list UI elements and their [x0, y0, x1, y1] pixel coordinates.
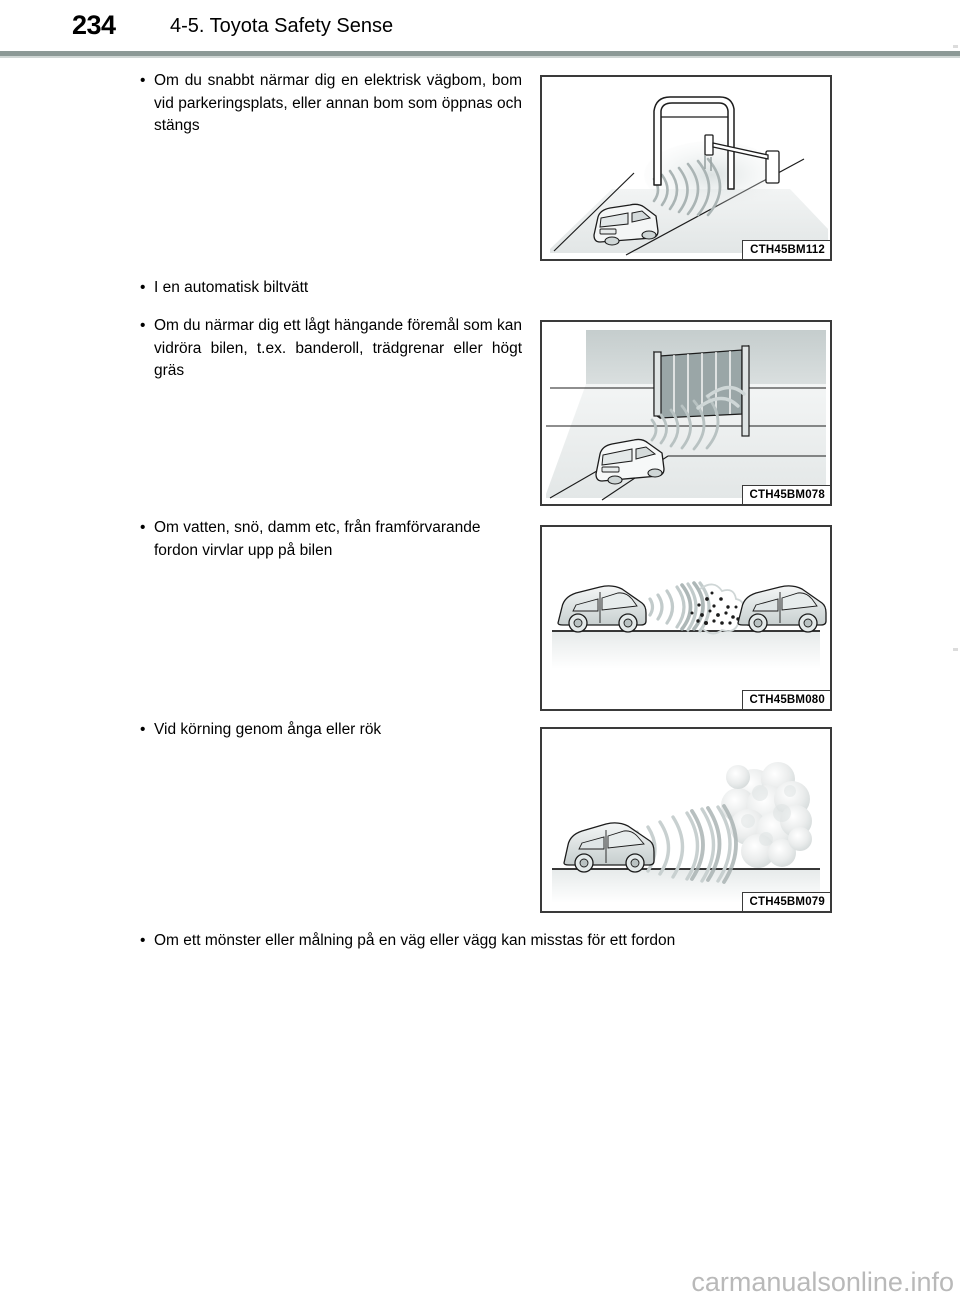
figure-steam-illustration [542, 729, 830, 911]
figure-lowhanging [540, 320, 832, 506]
bullet-marker-icon: • [140, 279, 146, 296]
figure-steam [540, 727, 832, 913]
bullet-text-steam: Vid körning genom ånga eller rök [154, 721, 382, 738]
bullet-text-spray: Om vatten, snö, damm etc, från framförvarande fordon virvlar upp på bilen [154, 519, 481, 559]
bullet-text-lowhanging: Om du närmar dig ett lågt hängande föremål som kan vidröra bilen, t.ex. banderoll, trädgrenar eller högt gräs [154, 317, 522, 379]
page-content [0, 58, 960, 1238]
list-item [140, 315, 522, 383]
figure-gate [540, 75, 832, 261]
figure-spray [540, 525, 832, 711]
figure-gate-illustration [542, 77, 830, 259]
bullet-marker-icon: • [140, 721, 146, 738]
page-number: 234 [72, 10, 116, 40]
figure-code: CTH45BM112 [742, 240, 830, 259]
bullet-text-gate: Om du snabbt närmar dig en elektrisk vägbom, bom vid parkeringsplats, eller annan bom som öppnas och stängs [154, 72, 522, 134]
bullet-marker-icon: • [140, 317, 146, 334]
bullet-text-pattern: Om ett mönster eller målning på en väg eller vägg kan misstas för ett fordon [154, 932, 676, 949]
section-title: 4-5. Toyota Safety Sense [170, 15, 394, 37]
figure-code: CTH45BM080 [742, 690, 831, 709]
list-item [140, 517, 522, 562]
site-watermark: carmanualsonline.info [691, 1267, 954, 1297]
edge-crop-mark-top [953, 45, 958, 48]
bullet-text-carwash: I en automatisk biltvätt [154, 279, 309, 296]
list-item [140, 70, 522, 138]
figure-lowhanging-illustration [542, 322, 830, 504]
figure-code: CTH45BM078 [742, 485, 831, 504]
page-header [0, 0, 960, 52]
figure-spray-illustration [542, 527, 830, 709]
figure-code: CTH45BM079 [742, 892, 831, 911]
list-item [140, 719, 522, 742]
list-item [140, 277, 522, 300]
list-item [140, 930, 856, 953]
bullet-marker-icon: • [140, 519, 146, 536]
edge-crop-mark-middle [953, 648, 958, 651]
bullet-marker-icon: • [140, 932, 146, 949]
bullet-marker-icon: • [140, 72, 146, 89]
